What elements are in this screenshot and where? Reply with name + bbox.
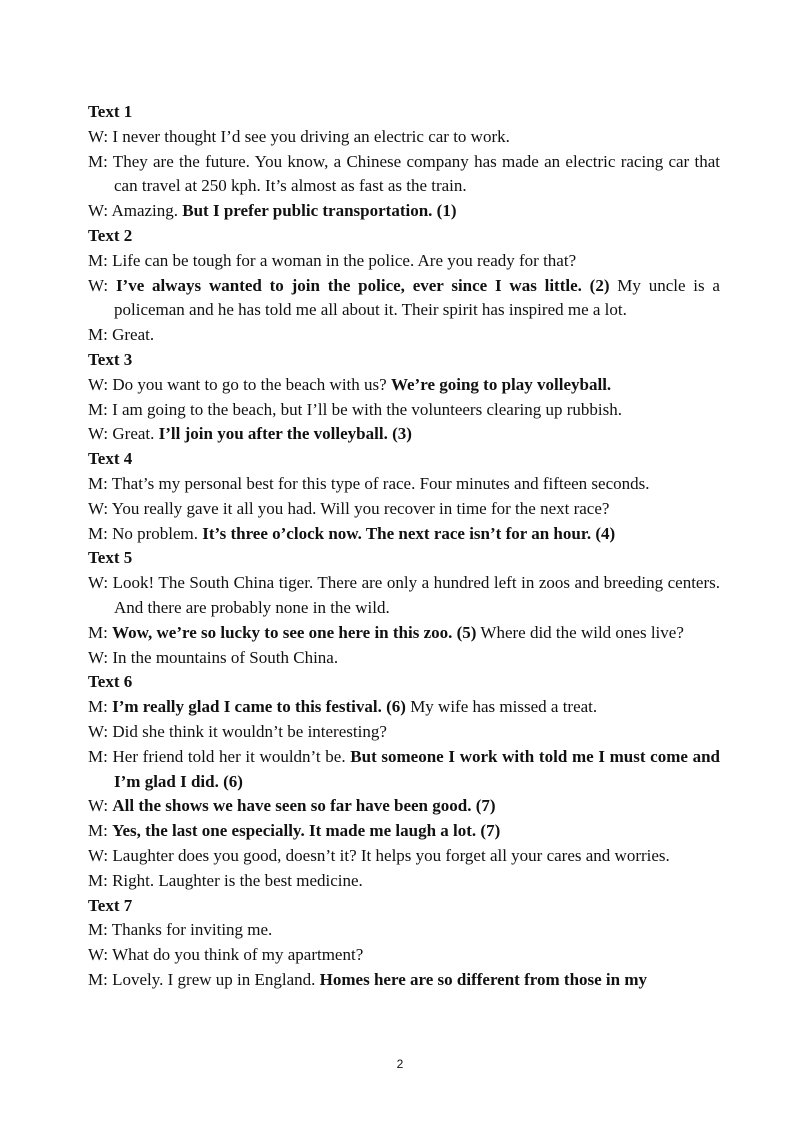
- dialogue-line: [88, 819, 720, 844]
- dialogue-line: [88, 844, 720, 869]
- dialogue-line: [88, 249, 720, 274]
- dialogue-line: [88, 720, 720, 745]
- transcript-page: [88, 100, 720, 993]
- dialogue-text: W:: [88, 796, 113, 816]
- answer-highlight: I’ll join you after the volleyball. (3): [158, 424, 412, 444]
- answer-highlight: Wow, we’re so lucky to see one here in this zoo. (5): [112, 622, 477, 642]
- dialogue-line: [88, 398, 720, 423]
- section-heading: Text 3: [88, 349, 133, 369]
- dialogue-line: [88, 373, 720, 398]
- dialogue-text: M: They are the future. You know, a Chinese company has made an electric racing car that can travel at 250 kph. It’s almost as fast as the train.: [88, 151, 720, 196]
- dialogue-text: M:: [88, 697, 113, 717]
- dialogue-line: [88, 794, 720, 819]
- dialogue-text: W: Great.: [88, 424, 159, 444]
- dialogue-text: W: What do you think of my apartment?: [88, 945, 364, 965]
- dialogue-text: M:: [88, 622, 113, 642]
- dialogue-text: W: I never thought I’d see you driving an electric car to work.: [88, 126, 510, 146]
- section-heading: Text 2: [88, 225, 133, 245]
- dialogue-text: W: Do you want to go to the beach with us?: [88, 374, 391, 394]
- dialogue-text: W:: [88, 275, 116, 295]
- answer-highlight: Homes here are so different from those in my: [319, 969, 648, 989]
- section-heading: Text 6: [88, 672, 133, 692]
- dialogue-line: [88, 695, 720, 720]
- dialogue-text: M: That’s my personal best for this type of race. Four minutes and fifteen seconds.: [88, 473, 650, 493]
- answer-highlight: We’re going to play volleyball.: [390, 374, 612, 394]
- dialogue-text: M:: [88, 821, 113, 841]
- section-heading: Text 4: [88, 449, 133, 469]
- dialogue-text: M: No problem.: [88, 523, 203, 543]
- dialogue-text: W: Amazing.: [88, 201, 183, 221]
- dialogue-text: M: Her friend told her it wouldn’t be.: [88, 746, 351, 766]
- dialogue-text: M: Thanks for inviting me.: [88, 920, 273, 940]
- page-number: 2: [396, 1057, 404, 1071]
- answer-highlight: But I prefer public transportation. (1): [182, 201, 457, 221]
- dialogue-line: [88, 497, 720, 522]
- answer-highlight: Yes, the last one especially. It made me laugh a lot. (7): [112, 821, 501, 841]
- dialogue-line: [88, 323, 720, 348]
- dialogue-text: M: Right. Laughter is the best medicine.: [88, 870, 363, 890]
- dialogue-line: [88, 968, 720, 993]
- dialogue-line: [88, 422, 720, 447]
- transcript-body: [88, 100, 720, 993]
- dialogue-line: [88, 571, 720, 621]
- dialogue-text: M: I am going to the beach, but I’ll be with the volunteers clearing up rubbish.: [88, 399, 622, 419]
- dialogue-text: M: Great.: [88, 325, 155, 345]
- dialogue-text: W: Laughter does you good, doesn’t it? It helps you forget all your cares and worries.: [88, 845, 670, 865]
- dialogue-text: My uncle is a policeman and he has told me all about it. Their spirit has inspired me a lot.: [114, 275, 720, 320]
- dialogue-line: [88, 621, 720, 646]
- dialogue-line: [88, 943, 720, 968]
- dialogue-line: [88, 150, 720, 200]
- dialogue-line: [88, 125, 720, 150]
- answer-highlight: I’m really glad I came to this festival. (6): [112, 697, 406, 717]
- dialogue-line: [88, 274, 720, 324]
- dialogue-line: [88, 918, 720, 943]
- dialogue-line: [88, 745, 720, 795]
- section-heading: Text 7: [88, 895, 133, 915]
- dialogue-text: M: Life can be tough for a woman in the police. Are you ready for that?: [88, 250, 577, 270]
- dialogue-text: Where did the wild ones live?: [476, 622, 684, 642]
- answer-highlight: I’ve always wanted to join the police, ever since I was little. (2): [115, 275, 610, 295]
- dialogue-text: M: Lovely. I grew up in England.: [88, 969, 320, 989]
- dialogue-text: W: Did she think it wouldn’t be interesting?: [88, 721, 387, 741]
- dialogue-text: W: In the mountains of South China.: [88, 647, 339, 667]
- dialogue-line: [88, 472, 720, 497]
- answer-highlight: But someone I work with told me I must come and I’m glad I did. (6): [114, 746, 721, 791]
- dialogue-line: [88, 869, 720, 894]
- dialogue-line: [88, 199, 720, 224]
- dialogue-text: W: Look! The South China tiger. There are only a hundred left in zoos and breeding centers. And there are probably none in the wild.: [88, 573, 720, 617]
- section-heading: Text 5: [88, 548, 133, 568]
- dialogue-text: My wife has missed a treat.: [405, 697, 598, 717]
- dialogue-text: W: You really gave it all you had. Will you recover in time for the next race?: [88, 498, 610, 518]
- answer-highlight: All the shows we have seen so far have been good. (7): [112, 796, 496, 816]
- section-heading: Text 1: [88, 102, 133, 121]
- dialogue-line: [88, 646, 720, 671]
- dialogue-line: [88, 522, 720, 547]
- answer-highlight: It’s three o’clock now. The next race isn’t for an hour. (4): [202, 523, 616, 543]
